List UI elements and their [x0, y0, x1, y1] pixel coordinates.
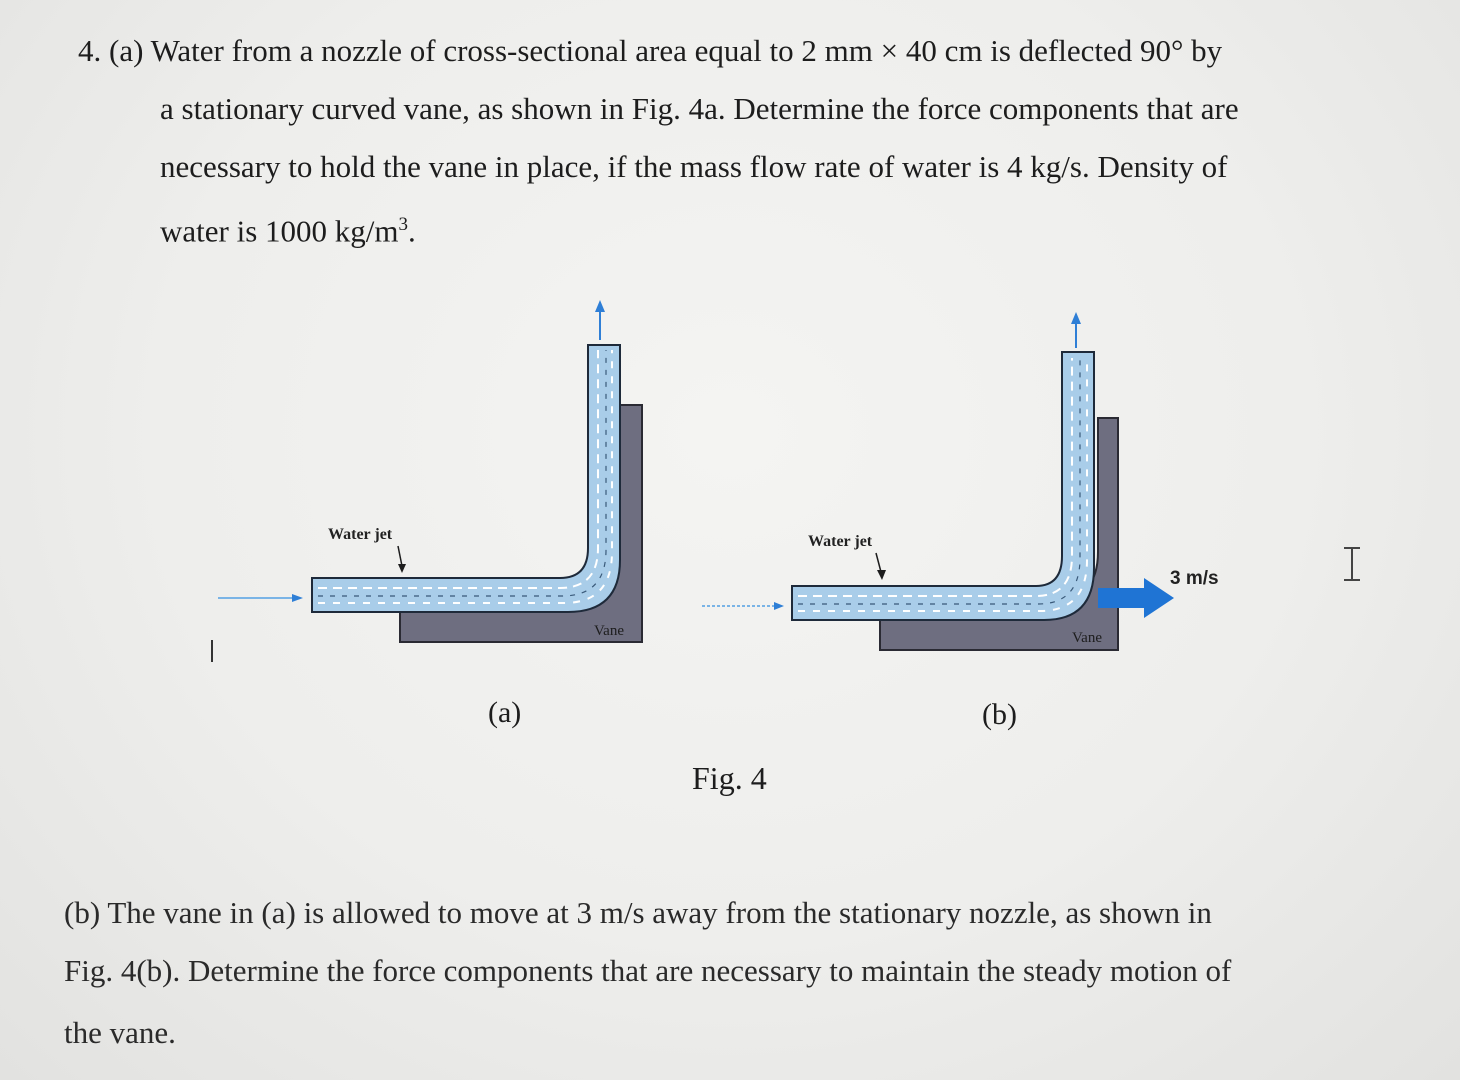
part-a-line-2: a stationary curved vane, as shown in Fig. 4a. Determine the force components that are — [160, 91, 1239, 126]
water-stream-b — [792, 352, 1094, 620]
part-a-line-1-text: Water from a nozzle of cross-sectional area equal to 2 mm × 40 cm is deflected 90° by — [150, 33, 1223, 68]
subfigure-b — [702, 312, 1219, 650]
outflow-arrow-b — [1071, 312, 1081, 324]
part-b-line-1: (b) The vane in (a) is allowed to move at 3 m/s away from the stationary nozzle, as shown in — [64, 895, 1212, 930]
figure-caption: Fig. 4 — [692, 760, 767, 796]
water-stream-a — [312, 345, 620, 612]
question-part-b — [64, 884, 1394, 1062]
superscript-3: 3 — [398, 214, 408, 235]
subfigure-a-label: (a) — [488, 696, 522, 729]
text-cursor-icon — [1344, 548, 1360, 580]
part-a-line-3: necessary to hold the vane in place, if the mass flow rate of water is 4 kg/s. Density of — [160, 149, 1228, 184]
vane-label-a: Vane — [594, 623, 624, 639]
jet-arrow-b — [774, 602, 784, 610]
velocity-label: 3 m/s — [1170, 568, 1219, 589]
water-jet-label-a: Water jet — [328, 526, 393, 543]
subfigure-b-label: (b) — [982, 698, 1017, 731]
outflow-arrow-a — [595, 300, 605, 312]
part-b-line-2: Fig. 4(b). Determine the force components that are necessary to maintain the steady motion of — [64, 953, 1232, 988]
subfigure-a — [218, 300, 642, 642]
question-number: 4. — [78, 33, 102, 68]
part-a-line-4-text: water is 1000 kg/m — [160, 213, 399, 249]
water-jet-label-b: Water jet — [808, 533, 873, 550]
part-a-label: (a) — [109, 33, 144, 68]
part-b-line-3: the vane. — [64, 1015, 176, 1050]
jet-arrow-a — [292, 594, 303, 602]
part-a-end: . — [408, 213, 416, 249]
vane-label-b: Vane — [1072, 630, 1102, 646]
